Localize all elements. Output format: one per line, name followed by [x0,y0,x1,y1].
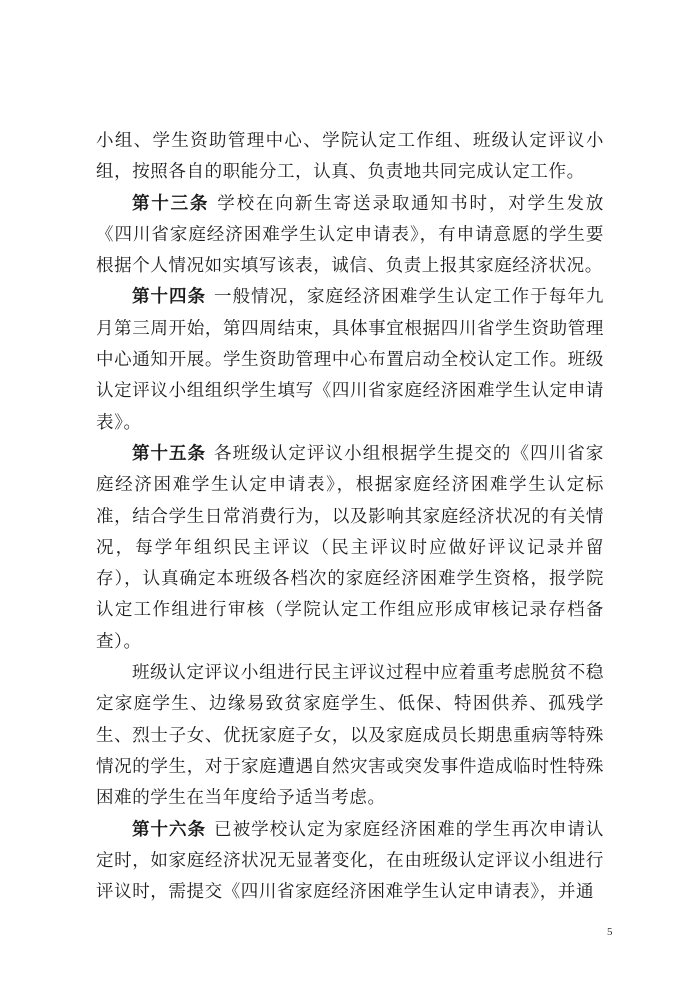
article-13-paragraph [96,189,604,283]
article-16-paragraph [96,815,604,909]
article-15-paragraph [96,439,604,658]
article-title: 第十四条 [132,287,206,308]
document-body [96,126,604,908]
paragraph-text: 小组、学生资助管理中心、学院认定工作组、班级认定评议小组，按照各自的职能分工，认真、负责地共同完成认定工作。 [96,131,604,183]
paragraph-text: 班级认定评议小组进行民主评议过程中应着重考虑脱贫不稳定家庭学生、边缘易致贫家庭学生、低保、特困供养、孤残学生、烈士子女、优抚家庭子女，以及家庭成员长期患重病等特殊情况的学生，对于家庭遭遇自然灾害或突发事件造成临时性特殊困难的学生在当年度给予适当考虑。 [96,663,604,809]
article-title: 第十六条 [132,819,206,840]
paragraph-text: 各班级认定评议小组根据学生提交的《四川省家庭经济困难学生认定申请表》，根据家庭经济困难学生认定标准，结合学生日常消费行为，以及影响其家庭经济状况的有关情况，每学年组织民主评议（民主评议时应做好评议记录并留存），认真确定本班级各档次的家庭经济困难学生资格，报学院认定工作组进行审核（学院认定工作组应形成审核记录存档备查）。 [96,443,604,652]
article-15-supplement-paragraph [96,658,604,814]
paragraph-continuation [96,126,604,189]
article-title: 第十三条 [132,193,210,214]
paragraph-text: 已被学校认定为家庭经济困难的学生再次申请认定时，如家庭经济状况无显著变化，在由班级认定评议小组进行评议时，需提交《四川省家庭经济困难学生认定申请表》，并通 [96,819,604,903]
paragraph-text: 学校在向新生寄送录取通知书时，对学生发放《四川省家庭经济困难学生认定申请表》，有申请意愿的学生要根据个人情况如实填写该表，诚信、负责上报其家庭经济状况。 [96,193,604,277]
page-number: 5 [607,926,613,938]
paragraph-text: 一般情况，家庭经济困难学生认定工作于每年九月第三周开始，第四周结束，具体事宜根据四川省学生资助管理中心通知开展。学生资助管理中心布置启动全校认定工作。班级认定评议小组组织学生填写《四川省家庭经济困难学生认定申请表》。 [96,287,604,433]
article-title: 第十五条 [132,443,206,464]
article-14-paragraph [96,282,604,438]
